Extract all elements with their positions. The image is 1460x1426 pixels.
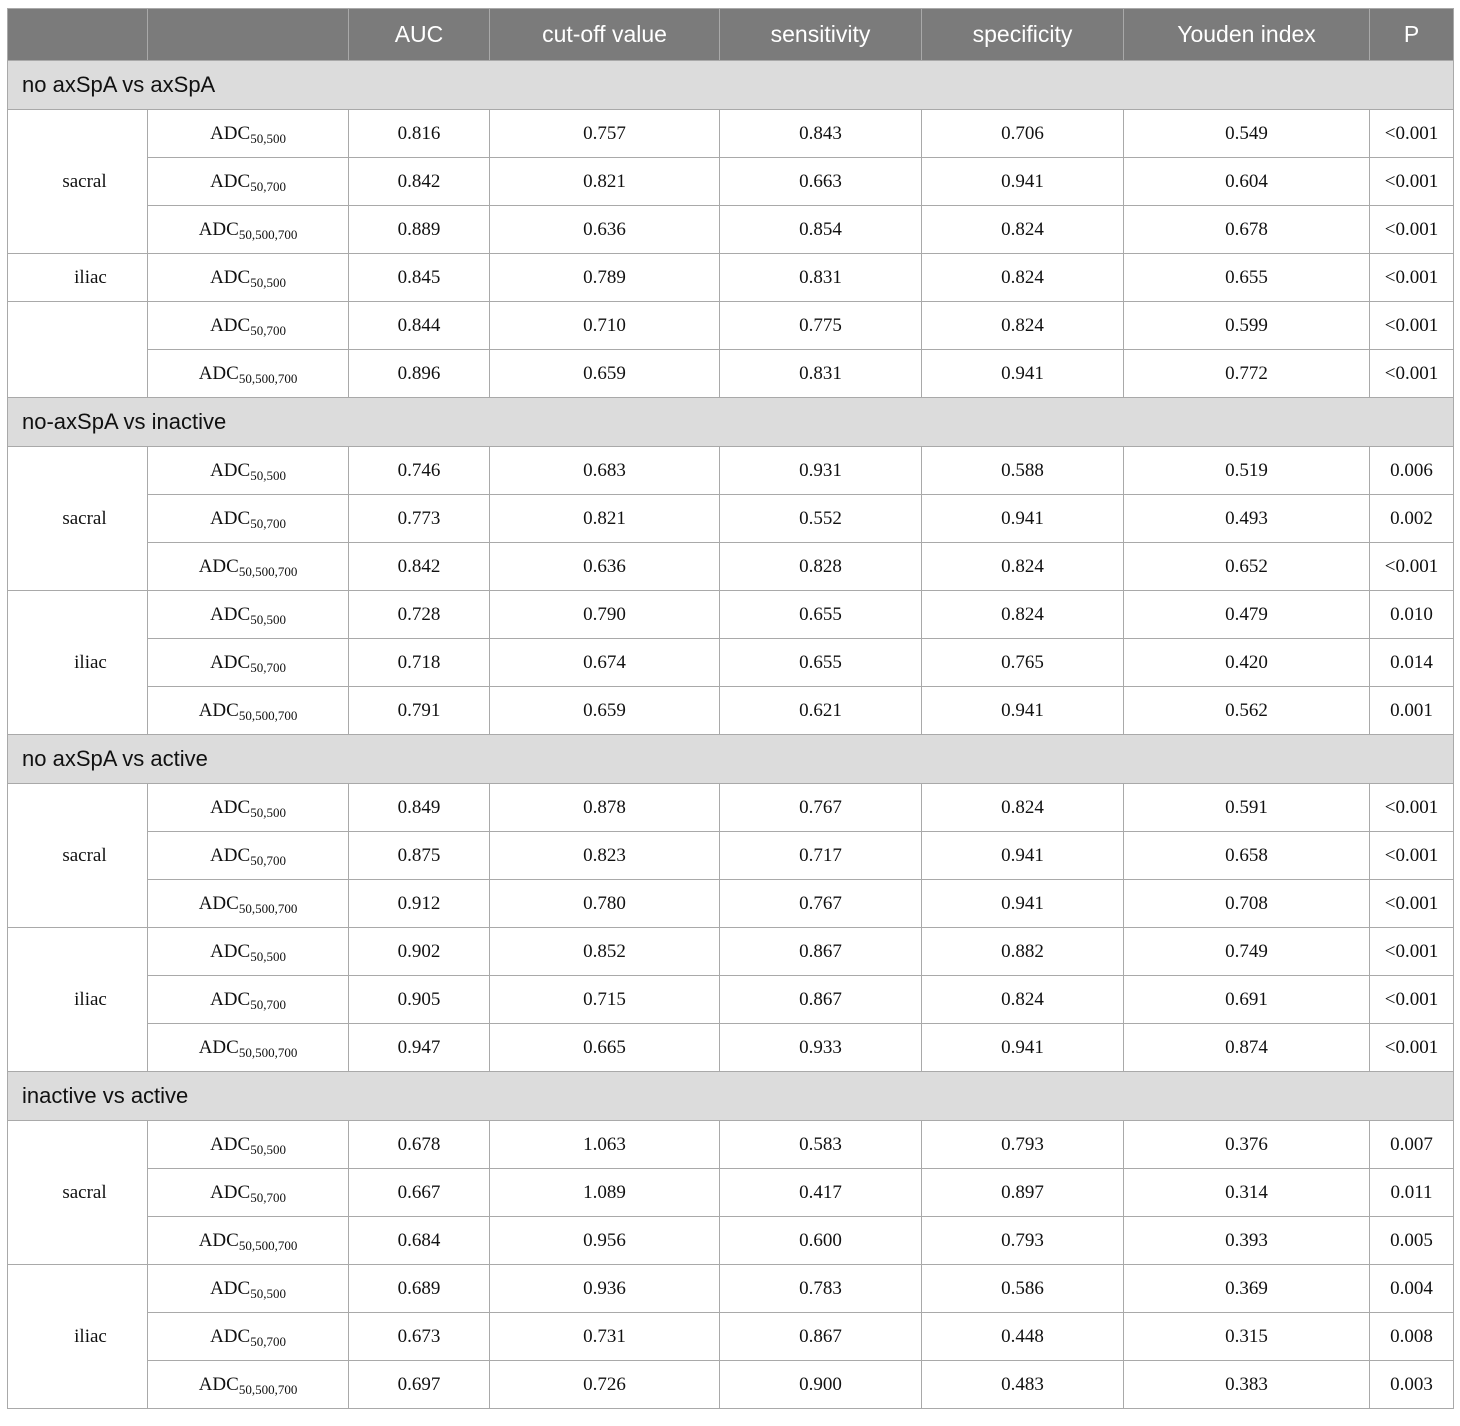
table-row — [8, 206, 1454, 254]
measure-name: ADC — [210, 122, 251, 144]
header-row — [8, 9, 1454, 61]
measure-subscript: 50,500 — [250, 130, 286, 146]
cell-cutoff: 0.821 — [490, 158, 720, 206]
cell-youden: 0.691 — [1124, 976, 1370, 1024]
measure-subscript: 50,500,700 — [238, 370, 298, 386]
cell-sens: 0.775 — [720, 302, 922, 350]
table-row — [8, 302, 1454, 350]
measure-cell — [148, 1265, 349, 1313]
measure-cell — [148, 928, 349, 976]
table-row — [8, 1265, 1454, 1313]
measure-cell — [148, 158, 349, 206]
cell-cutoff: 0.636 — [490, 206, 720, 254]
cell-p: <0.001 — [1370, 784, 1454, 832]
table-row — [8, 543, 1454, 591]
cell-cutoff: 1.089 — [490, 1169, 720, 1217]
measure-name: ADC — [210, 170, 251, 192]
cell-sens: 0.767 — [720, 784, 922, 832]
measure-name: ADC — [198, 1229, 239, 1251]
measure-name: ADC — [210, 507, 251, 529]
cell-spec: 0.882 — [922, 928, 1124, 976]
cell-youden: 0.376 — [1124, 1121, 1370, 1169]
measure-subscript: 50,500,700 — [238, 1381, 298, 1397]
cell-p: 0.008 — [1370, 1313, 1454, 1361]
cell-cutoff: 0.852 — [490, 928, 720, 976]
region-cell: iliac — [8, 928, 148, 1072]
cell-cutoff: 0.674 — [490, 639, 720, 687]
cell-youden: 0.383 — [1124, 1361, 1370, 1409]
cell-cutoff: 0.780 — [490, 880, 720, 928]
cell-spec: 0.824 — [922, 976, 1124, 1024]
measure-cell — [148, 1024, 349, 1072]
cell-spec: 0.941 — [922, 350, 1124, 398]
cell-youden: 0.369 — [1124, 1265, 1370, 1313]
cell-youden: 0.479 — [1124, 591, 1370, 639]
header-cell — [148, 9, 349, 61]
measure-subscript: 50,500,700 — [238, 900, 298, 916]
table-row — [8, 784, 1454, 832]
cell-spec: 0.824 — [922, 254, 1124, 302]
cell-youden: 0.708 — [1124, 880, 1370, 928]
cell-auc: 0.673 — [349, 1313, 490, 1361]
measure-name: ADC — [210, 940, 251, 962]
table-row — [8, 447, 1454, 495]
table-row — [8, 110, 1454, 158]
measure-cell — [148, 350, 349, 398]
cell-sens: 0.783 — [720, 1265, 922, 1313]
region-cell — [8, 302, 148, 398]
table-row — [8, 158, 1454, 206]
cell-youden: 0.772 — [1124, 350, 1370, 398]
cell-p: <0.001 — [1370, 976, 1454, 1024]
measure-subscript: 50,700 — [250, 515, 286, 531]
table-row — [8, 1121, 1454, 1169]
cell-spec: 0.941 — [922, 158, 1124, 206]
cell-p: 0.007 — [1370, 1121, 1454, 1169]
cell-sens: 0.583 — [720, 1121, 922, 1169]
cell-youden: 0.599 — [1124, 302, 1370, 350]
cell-youden: 0.874 — [1124, 1024, 1370, 1072]
cell-sens: 0.867 — [720, 976, 922, 1024]
cell-spec: 0.941 — [922, 687, 1124, 735]
table-row — [8, 928, 1454, 976]
cell-youden: 0.519 — [1124, 447, 1370, 495]
table-row — [8, 1024, 1454, 1072]
cell-p: 0.006 — [1370, 447, 1454, 495]
header-youden: Youden index — [1124, 9, 1370, 61]
measure-name: ADC — [210, 314, 251, 336]
cell-auc: 0.791 — [349, 687, 490, 735]
measure-subscript: 50,700 — [250, 322, 286, 338]
cell-auc: 0.697 — [349, 1361, 490, 1409]
cell-spec: 0.765 — [922, 639, 1124, 687]
cell-sens: 0.417 — [720, 1169, 922, 1217]
cell-youden: 0.549 — [1124, 110, 1370, 158]
measure-name: ADC — [198, 892, 239, 914]
cell-cutoff: 0.710 — [490, 302, 720, 350]
cell-p: 0.005 — [1370, 1217, 1454, 1265]
cell-p: <0.001 — [1370, 1024, 1454, 1072]
cell-auc: 0.678 — [349, 1121, 490, 1169]
measure-name: ADC — [210, 459, 251, 481]
table-row — [8, 832, 1454, 880]
table-row — [8, 591, 1454, 639]
cell-spec: 0.793 — [922, 1121, 1124, 1169]
cell-spec: 0.941 — [922, 1024, 1124, 1072]
cell-auc: 0.947 — [349, 1024, 490, 1072]
cell-spec: 0.941 — [922, 880, 1124, 928]
cell-auc: 0.689 — [349, 1265, 490, 1313]
region-cell: iliac — [8, 591, 148, 735]
cell-cutoff: 0.659 — [490, 350, 720, 398]
cell-cutoff: 0.823 — [490, 832, 720, 880]
cell-cutoff: 0.715 — [490, 976, 720, 1024]
cell-auc: 0.845 — [349, 254, 490, 302]
cell-sens: 0.854 — [720, 206, 922, 254]
cell-p: <0.001 — [1370, 880, 1454, 928]
measure-cell — [148, 687, 349, 735]
measure-cell — [148, 784, 349, 832]
cell-youden: 0.493 — [1124, 495, 1370, 543]
header-auc: AUC — [349, 9, 490, 61]
measure-subscript: 50,500 — [250, 804, 286, 820]
cell-sens: 0.717 — [720, 832, 922, 880]
measure-cell — [148, 495, 349, 543]
cell-spec: 0.483 — [922, 1361, 1124, 1409]
measure-subscript: 50,500 — [250, 274, 286, 290]
region-cell: sacral — [8, 110, 148, 254]
cell-spec: 0.941 — [922, 832, 1124, 880]
table-row — [8, 495, 1454, 543]
cell-p: 0.010 — [1370, 591, 1454, 639]
measure-name: ADC — [198, 1373, 239, 1395]
cell-p: <0.001 — [1370, 302, 1454, 350]
cell-cutoff: 0.757 — [490, 110, 720, 158]
header-cutoff: cut-off value — [490, 9, 720, 61]
cell-sens: 0.828 — [720, 543, 922, 591]
section-header-row — [8, 1072, 1454, 1121]
cell-sens: 0.767 — [720, 880, 922, 928]
measure-cell — [148, 1217, 349, 1265]
cell-sens: 0.900 — [720, 1361, 922, 1409]
measure-subscript: 50,700 — [250, 1333, 286, 1349]
cell-spec: 0.586 — [922, 1265, 1124, 1313]
measure-subscript: 50,500,700 — [238, 563, 298, 579]
cell-spec: 0.588 — [922, 447, 1124, 495]
measure-name: ADC — [210, 603, 251, 625]
measure-subscript: 50,500 — [250, 611, 286, 627]
measure-subscript: 50,700 — [250, 659, 286, 675]
section-header-row — [8, 61, 1454, 110]
cell-p: 0.001 — [1370, 687, 1454, 735]
cell-auc: 0.667 — [349, 1169, 490, 1217]
cell-spec: 0.824 — [922, 302, 1124, 350]
cell-auc: 0.896 — [349, 350, 490, 398]
measure-name: ADC — [210, 1133, 251, 1155]
cell-cutoff: 0.821 — [490, 495, 720, 543]
region-cell: sacral — [8, 1121, 148, 1265]
measure-cell — [148, 591, 349, 639]
cell-youden: 0.678 — [1124, 206, 1370, 254]
cell-p: <0.001 — [1370, 254, 1454, 302]
header-p: P — [1370, 9, 1454, 61]
cell-auc: 0.889 — [349, 206, 490, 254]
measure-subscript: 50,500,700 — [238, 1237, 298, 1253]
cell-spec: 0.941 — [922, 495, 1124, 543]
cell-auc: 0.746 — [349, 447, 490, 495]
table-row — [8, 1313, 1454, 1361]
measure-cell — [148, 1121, 349, 1169]
measure-cell — [148, 206, 349, 254]
cell-cutoff: 1.063 — [490, 1121, 720, 1169]
measure-name: ADC — [210, 988, 251, 1010]
measure-cell — [148, 976, 349, 1024]
measure-subscript: 50,500 — [250, 1141, 286, 1157]
measure-cell — [148, 254, 349, 302]
measure-subscript: 50,700 — [250, 1189, 286, 1205]
cell-p: <0.001 — [1370, 110, 1454, 158]
measure-subscript: 50,500 — [250, 1285, 286, 1301]
cell-p: 0.002 — [1370, 495, 1454, 543]
cell-youden: 0.562 — [1124, 687, 1370, 735]
cell-sens: 0.655 — [720, 591, 922, 639]
section-title: inactive vs active — [8, 1072, 1454, 1121]
cell-auc: 0.905 — [349, 976, 490, 1024]
measure-cell — [148, 832, 349, 880]
cell-sens: 0.655 — [720, 639, 922, 687]
section-title: no axSpA vs active — [8, 735, 1454, 784]
measure-name: ADC — [210, 1325, 251, 1347]
cell-p: <0.001 — [1370, 206, 1454, 254]
cell-sens: 0.831 — [720, 254, 922, 302]
table-row — [8, 1217, 1454, 1265]
section-title: no axSpA vs axSpA — [8, 61, 1454, 110]
cell-cutoff: 0.683 — [490, 447, 720, 495]
cell-sens: 0.867 — [720, 928, 922, 976]
measure-cell — [148, 880, 349, 928]
measure-name: ADC — [210, 1277, 251, 1299]
cell-spec: 0.824 — [922, 784, 1124, 832]
region-cell: iliac — [8, 254, 148, 302]
measure-subscript: 50,500 — [250, 467, 286, 483]
cell-p: 0.014 — [1370, 639, 1454, 687]
section-header-row — [8, 735, 1454, 784]
measure-subscript: 50,500,700 — [238, 1044, 298, 1060]
cell-cutoff: 0.790 — [490, 591, 720, 639]
measure-cell — [148, 543, 349, 591]
measure-cell — [148, 447, 349, 495]
cell-spec: 0.824 — [922, 591, 1124, 639]
cell-sens: 0.621 — [720, 687, 922, 735]
measure-cell — [148, 302, 349, 350]
cell-youden: 0.604 — [1124, 158, 1370, 206]
measure-name: ADC — [210, 844, 251, 866]
cell-auc: 0.902 — [349, 928, 490, 976]
cell-cutoff: 0.731 — [490, 1313, 720, 1361]
cell-spec: 0.706 — [922, 110, 1124, 158]
cell-youden: 0.658 — [1124, 832, 1370, 880]
table-row — [8, 350, 1454, 398]
cell-auc: 0.912 — [349, 880, 490, 928]
measure-name: ADC — [210, 796, 251, 818]
table-row — [8, 976, 1454, 1024]
cell-spec: 0.824 — [922, 206, 1124, 254]
measure-cell — [148, 639, 349, 687]
measure-subscript: 50,500,700 — [238, 707, 298, 723]
cell-cutoff: 0.726 — [490, 1361, 720, 1409]
cell-p: <0.001 — [1370, 350, 1454, 398]
cell-cutoff: 0.878 — [490, 784, 720, 832]
cell-cutoff: 0.659 — [490, 687, 720, 735]
region-cell: sacral — [8, 447, 148, 591]
cell-auc: 0.842 — [349, 158, 490, 206]
measure-subscript: 50,700 — [250, 996, 286, 1012]
cell-sens: 0.843 — [720, 110, 922, 158]
measure-name: ADC — [198, 1036, 239, 1058]
cell-youden: 0.591 — [1124, 784, 1370, 832]
cell-spec: 0.897 — [922, 1169, 1124, 1217]
cell-auc: 0.718 — [349, 639, 490, 687]
cell-youden: 0.749 — [1124, 928, 1370, 976]
cell-p: 0.011 — [1370, 1169, 1454, 1217]
measure-subscript: 50,700 — [250, 852, 286, 868]
cell-sens: 0.663 — [720, 158, 922, 206]
cell-youden: 0.652 — [1124, 543, 1370, 591]
results-table — [7, 8, 1454, 1409]
cell-spec: 0.824 — [922, 543, 1124, 591]
cell-cutoff: 0.636 — [490, 543, 720, 591]
cell-youden: 0.315 — [1124, 1313, 1370, 1361]
cell-spec: 0.448 — [922, 1313, 1124, 1361]
cell-youden: 0.314 — [1124, 1169, 1370, 1217]
cell-auc: 0.849 — [349, 784, 490, 832]
region-cell: sacral — [8, 784, 148, 928]
measure-name: ADC — [198, 555, 239, 577]
cell-p: <0.001 — [1370, 543, 1454, 591]
table-row — [8, 880, 1454, 928]
header-cell — [8, 9, 148, 61]
measure-name: ADC — [210, 266, 251, 288]
cell-spec: 0.793 — [922, 1217, 1124, 1265]
region-cell: iliac — [8, 1265, 148, 1409]
measure-subscript: 50,500,700 — [238, 226, 298, 242]
cell-auc: 0.773 — [349, 495, 490, 543]
cell-sens: 0.831 — [720, 350, 922, 398]
table-body — [8, 61, 1454, 1409]
cell-auc: 0.842 — [349, 543, 490, 591]
measure-cell — [148, 1361, 349, 1409]
cell-p: 0.004 — [1370, 1265, 1454, 1313]
measure-subscript: 50,500 — [250, 948, 286, 964]
measure-name: ADC — [198, 362, 239, 384]
cell-auc: 0.816 — [349, 110, 490, 158]
cell-youden: 0.420 — [1124, 639, 1370, 687]
section-header-row — [8, 398, 1454, 447]
cell-youden: 0.393 — [1124, 1217, 1370, 1265]
section-title: no-axSpA vs inactive — [8, 398, 1454, 447]
cell-sens: 0.933 — [720, 1024, 922, 1072]
cell-auc: 0.728 — [349, 591, 490, 639]
cell-p: 0.003 — [1370, 1361, 1454, 1409]
cell-sens: 0.867 — [720, 1313, 922, 1361]
measure-name: ADC — [210, 651, 251, 673]
table-row — [8, 1361, 1454, 1409]
cell-p: <0.001 — [1370, 928, 1454, 976]
table-row — [8, 639, 1454, 687]
cell-sens: 0.931 — [720, 447, 922, 495]
cell-youden: 0.655 — [1124, 254, 1370, 302]
measure-subscript: 50,700 — [250, 178, 286, 194]
cell-sens: 0.552 — [720, 495, 922, 543]
measure-cell — [148, 1313, 349, 1361]
header-specificity: specificity — [922, 9, 1124, 61]
table-row — [8, 1169, 1454, 1217]
measure-name: ADC — [198, 699, 239, 721]
cell-cutoff: 0.936 — [490, 1265, 720, 1313]
cell-sens: 0.600 — [720, 1217, 922, 1265]
table-row — [8, 687, 1454, 735]
measure-name: ADC — [210, 1181, 251, 1203]
measure-cell — [148, 110, 349, 158]
cell-auc: 0.875 — [349, 832, 490, 880]
cell-auc: 0.684 — [349, 1217, 490, 1265]
table-row — [8, 254, 1454, 302]
cell-cutoff: 0.789 — [490, 254, 720, 302]
measure-cell — [148, 1169, 349, 1217]
measure-name: ADC — [198, 218, 239, 240]
cell-auc: 0.844 — [349, 302, 490, 350]
header-sensitivity: sensitivity — [720, 9, 922, 61]
cell-p: <0.001 — [1370, 832, 1454, 880]
cell-cutoff: 0.665 — [490, 1024, 720, 1072]
cell-p: <0.001 — [1370, 158, 1454, 206]
cell-cutoff: 0.956 — [490, 1217, 720, 1265]
